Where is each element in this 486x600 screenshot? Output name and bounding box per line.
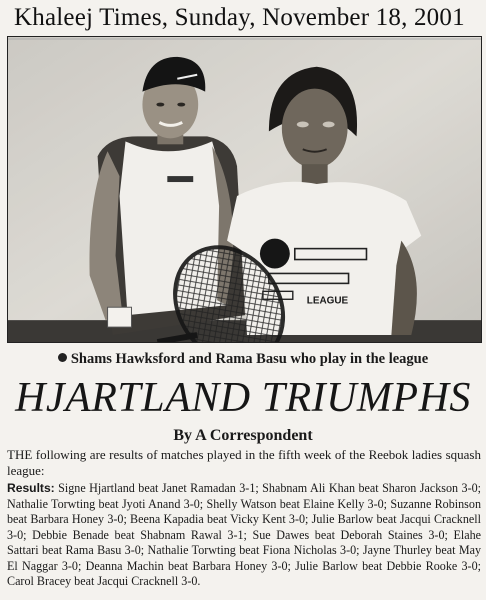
headline: HJARTLAND TRIUMPHS — [15, 375, 471, 421]
results-label: Results: — [7, 481, 55, 495]
shirt-text: LEAGUE — [306, 295, 349, 307]
caption-text: Shams Hawksford and Rama Basu who play in the league — [70, 351, 429, 367]
byline: By A Correspondent — [173, 427, 313, 444]
masthead: Khaleej Times, Sunday, November 18, 2001 — [14, 4, 465, 31]
results-text: Signe Hjartland beat Janet Ramadan 3-1; Shabnam Ali Khan beat Sharon Jackson 3-0; Nathalie Torwting beat Jyoti Anand 3-0; Shelly Watson beat Elaine Kelly 3-0; Suzanne Robinson beat Barbara Honey 3-0; Beena Kapadia beat Vicky Kent 3-0; Julie Barlow beat Jacqui Cracknell 3-0; Debbie Benade beat Shabnam Rawal 3-1; Sue Dawes beat Deborah Staines 3-0; Elahe Sattari beat Rama Basu 3-0; Nathalie Torwting beat Fiona Nicholas 3-0; Jayne Thurley beat May El Naggar 3-0; Deanna Machin beat Barbara Honey 3-0; Julie Barlow beat Debbie Rooke 3-0; Carol Bracey beat Jacqui Cracknell 3-0. — [7, 481, 481, 588]
article-intro: THE following are results of matches played in the fifth week of the Reebok ladies squash league: — [7, 447, 481, 478]
photo-caption — [0, 350, 486, 368]
news-photo — [7, 36, 482, 343]
results-paragraph — [7, 481, 481, 590]
bullet-icon — [58, 353, 67, 362]
photo-illustration — [8, 37, 481, 342]
